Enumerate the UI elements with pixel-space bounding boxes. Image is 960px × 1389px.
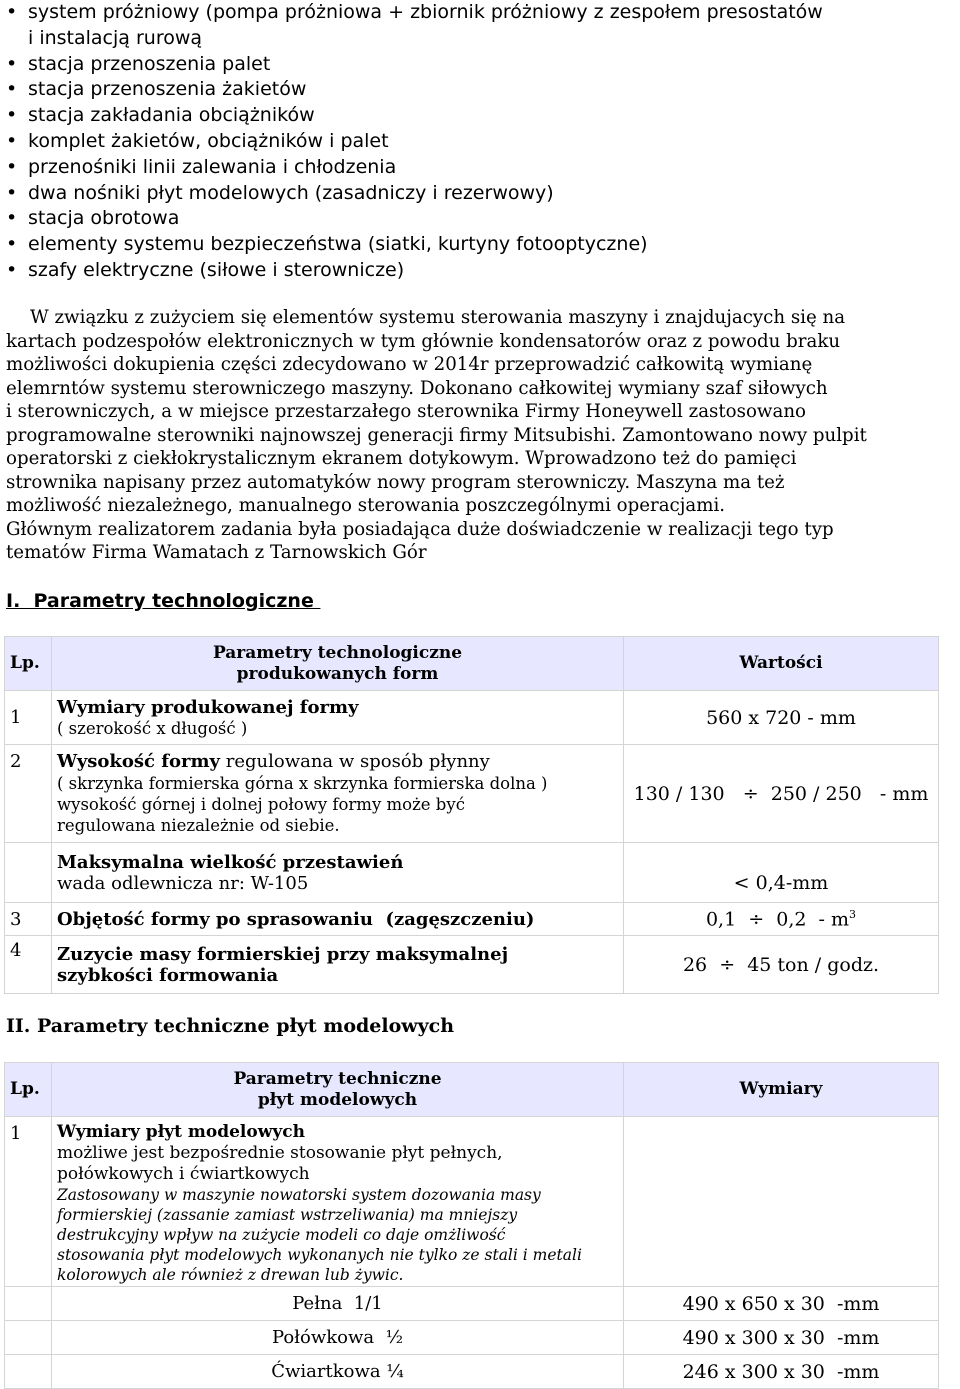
row-param — [52, 903, 624, 936]
row-sub2: wysokość górnej i dolnej połowy formy może być — [57, 795, 465, 814]
header-parameters — [52, 1063, 624, 1117]
table-row — [5, 936, 939, 994]
paragraph-line: tematów Firma Wamatach z Tarnowskich Gór — [6, 542, 427, 563]
row-title: Wysokość formy — [57, 751, 220, 772]
paragraph-line: operatorski z ciekłokrystalicznym ekranem dotykowym. Wprowadzono też do pamięci — [6, 448, 797, 469]
plate-lp-empty — [5, 1355, 52, 1389]
table-row — [5, 1117, 939, 1287]
list-item-text: komplet żakietów, obciążników i palet — [28, 129, 389, 152]
paragraph-line: Głównym realizatorem zadania była posiadająca duże doświadczenie w realizacji tego typ — [6, 518, 834, 540]
row-title: Wymiary płyt modelowych — [57, 1122, 305, 1142]
bullet-icon: • — [6, 104, 18, 127]
row-param — [52, 1117, 624, 1287]
row-value-sup: 3 — [849, 907, 857, 921]
bullet-icon: • — [6, 181, 18, 204]
paragraph-line: strownika napisany przez automatyków nowy program sterowniczy. Maszyna ma też — [6, 471, 785, 493]
list-item — [6, 129, 956, 155]
list-item — [6, 77, 956, 103]
bullet-icon: • — [6, 155, 18, 178]
header-lp: Lp. — [5, 1063, 52, 1117]
list-item — [6, 103, 956, 129]
row-param — [52, 843, 624, 903]
italic-line: destrukcyjny wpływ na zużycie modeli co daje omżliwość — [57, 1226, 506, 1244]
plate-name: Pełna 1/1 — [52, 1287, 624, 1321]
bullet-icon: • — [6, 233, 18, 256]
row-lp: 1 — [5, 691, 52, 745]
bullet-icon: • — [6, 52, 18, 75]
table-header-row — [5, 637, 939, 691]
row-sub3: regulowana niezależnie od siebie. — [57, 816, 340, 835]
plate-lp-empty — [5, 1321, 52, 1355]
list-item-text: i instalacją rurową — [28, 26, 203, 49]
row-lp: 4 — [5, 936, 52, 994]
italic-line: formierskiej (zassanie zamiast wstrzeliwania) ma mniejszy — [57, 1206, 518, 1224]
section-heading-technological: I. Parametry technologiczne — [6, 590, 321, 612]
row-value-empty — [624, 1117, 939, 1287]
table-row — [5, 903, 939, 936]
bullet-icon: • — [6, 207, 18, 230]
italic-line: Zastosowany w maszynie nowatorski system dozowania masy — [57, 1186, 541, 1204]
list-item — [6, 0, 956, 52]
row-value — [624, 903, 939, 936]
bullet-icon: • — [6, 78, 18, 101]
row-sub: ( szerokość x długość ) — [57, 718, 248, 738]
section-heading-model-plates: II. Parametry techniczne płyt modelowych — [6, 1015, 455, 1037]
table-row — [5, 691, 939, 745]
list-item — [6, 206, 956, 232]
table-row — [5, 843, 939, 903]
row-line2: połówkowych i ćwiartkowych — [57, 1164, 310, 1184]
row-value: 130 / 130 ÷ 250 / 250 - mm — [624, 745, 939, 843]
list-item-text: stacja przenoszenia żakietów — [28, 78, 307, 101]
model-plates-table — [4, 1062, 939, 1389]
row-sub: wada odlewnicza nr: W-105 — [57, 872, 309, 894]
plate-value: 246 x 300 x 30 -mm — [624, 1355, 939, 1389]
row-value-text: 0,1 ÷ 0,2 - m — [705, 908, 850, 931]
italic-line: stosowania płyt modelowych wykonanych nie tylko ze stali i metali — [57, 1246, 582, 1264]
plate-row — [5, 1287, 939, 1321]
list-item — [6, 155, 956, 181]
header-values: Wymiary — [624, 1063, 939, 1117]
list-item-text: stacja zakładania obciążników — [28, 104, 315, 127]
row-lp: 3 — [5, 903, 52, 936]
row-value: 560 x 720 - mm — [624, 691, 939, 745]
header-param-line2: płyt modelowych — [257, 1089, 418, 1110]
header-param-line1: Parametry techniczne — [233, 1068, 442, 1089]
row-lp — [5, 843, 52, 903]
list-item-text: stacja obrotowa — [28, 207, 180, 230]
plate-row — [5, 1355, 939, 1389]
modernization-paragraph — [6, 306, 958, 565]
row-value: < 0,4-mm — [624, 843, 939, 903]
row-title-rest: regulowana w sposób płynny — [220, 751, 490, 772]
row-title2: szybkości formowania — [57, 964, 279, 986]
list-item-text: szafy elektryczne (siłowe i sterownicze) — [28, 258, 405, 281]
italic-line: kolorowych ale również z drewan lub żywic. — [57, 1266, 404, 1284]
header-param-line1: Parametry technologiczne — [212, 642, 463, 663]
bullet-icon: • — [6, 258, 18, 281]
row-lp: 2 — [5, 745, 52, 843]
plate-name: Ćwiartkowa ¼ — [52, 1355, 624, 1389]
row-italic-note — [57, 1185, 618, 1285]
paragraph-line: elemrntów systemu sterowniczego maszyny. Dokonano całkowitej wymiany szaf siłowych — [6, 377, 828, 399]
row-param — [52, 936, 624, 994]
header-param-line2: produkowanych form — [236, 663, 439, 684]
list-item — [6, 52, 956, 78]
list-item-text: dwa nośniki płyt modelowych (zasadniczy i rezerwowy) — [28, 181, 554, 204]
table-row — [5, 745, 939, 843]
plate-value: 490 x 300 x 30 -mm — [624, 1321, 939, 1355]
paragraph-line: W związku z zużyciem się elementów systemu sterowania maszyny i znajdujacych się na — [30, 307, 846, 328]
list-item — [6, 232, 956, 258]
plate-value: 490 x 650 x 30 -mm — [624, 1287, 939, 1321]
row-lp: 1 — [5, 1117, 52, 1287]
equipment-list — [6, 0, 956, 284]
paragraph-line: kartach podzespołów elektronicznych w tym głównie kondensatorów oraz z powodu braku — [6, 330, 841, 352]
list-item-text: elementy systemu bezpieczeństwa (siatki, kurtyny fotooptyczne) — [28, 233, 648, 256]
paragraph-line: możliwości dokupienia części zdecydowano w 2014r przeprowadzić całkowitą wymianę — [6, 354, 813, 375]
list-item-text: przenośniki linii zalewania i chłodzenia — [28, 155, 397, 178]
row-param — [52, 691, 624, 745]
row-title: Wymiary produkowanej formy — [57, 696, 359, 718]
row-sub1: ( skrzynka formierska górna x skrzynka formierska dolna ) — [57, 774, 548, 793]
paragraph-line: możliwość niezależnego, manualnego sterowania poszczególnymi operacjami. — [6, 495, 726, 516]
paragraph-line: i sterowniczych, a w miejsce przestarzałego sterownika Firmy Honeywell zastosowano — [6, 401, 806, 422]
plate-row — [5, 1321, 939, 1355]
list-item — [6, 258, 956, 284]
row-value: 26 ÷ 45 ton / godz. — [624, 936, 939, 994]
table-header-row — [5, 1063, 939, 1117]
bullet-icon: • — [6, 1, 18, 23]
row-line1: możliwe jest bezpośrednie stosowanie płyt pełnych, — [57, 1143, 503, 1163]
header-values: Wartości — [624, 637, 939, 691]
row-title: Maksymalna wielkość przestawień — [57, 851, 404, 873]
list-item-text: system próżniowy (pompa próżniowa + zbiornik próżniowy z zespołem presostatów — [28, 1, 823, 23]
list-item — [6, 181, 956, 207]
list-item-text: stacja przenoszenia palet — [28, 52, 271, 75]
header-lp: Lp. — [5, 637, 52, 691]
row-title: Zuzycie masy formierskiej przy maksymalnej — [57, 943, 509, 965]
row-param — [52, 745, 624, 843]
plate-lp-empty — [5, 1287, 52, 1321]
technological-parameters-table — [4, 636, 939, 994]
plate-name: Połówkowa ½ — [52, 1321, 624, 1355]
paragraph-line: programowalne sterowniki najnowszej generacji firmy Mitsubishi. Zamontowano nowy pulpit — [6, 424, 867, 446]
bullet-icon: • — [6, 129, 18, 152]
row-title: Objętość formy po sprasowaniu (zagęszczeniu) — [57, 908, 535, 930]
header-parameters — [52, 637, 624, 691]
